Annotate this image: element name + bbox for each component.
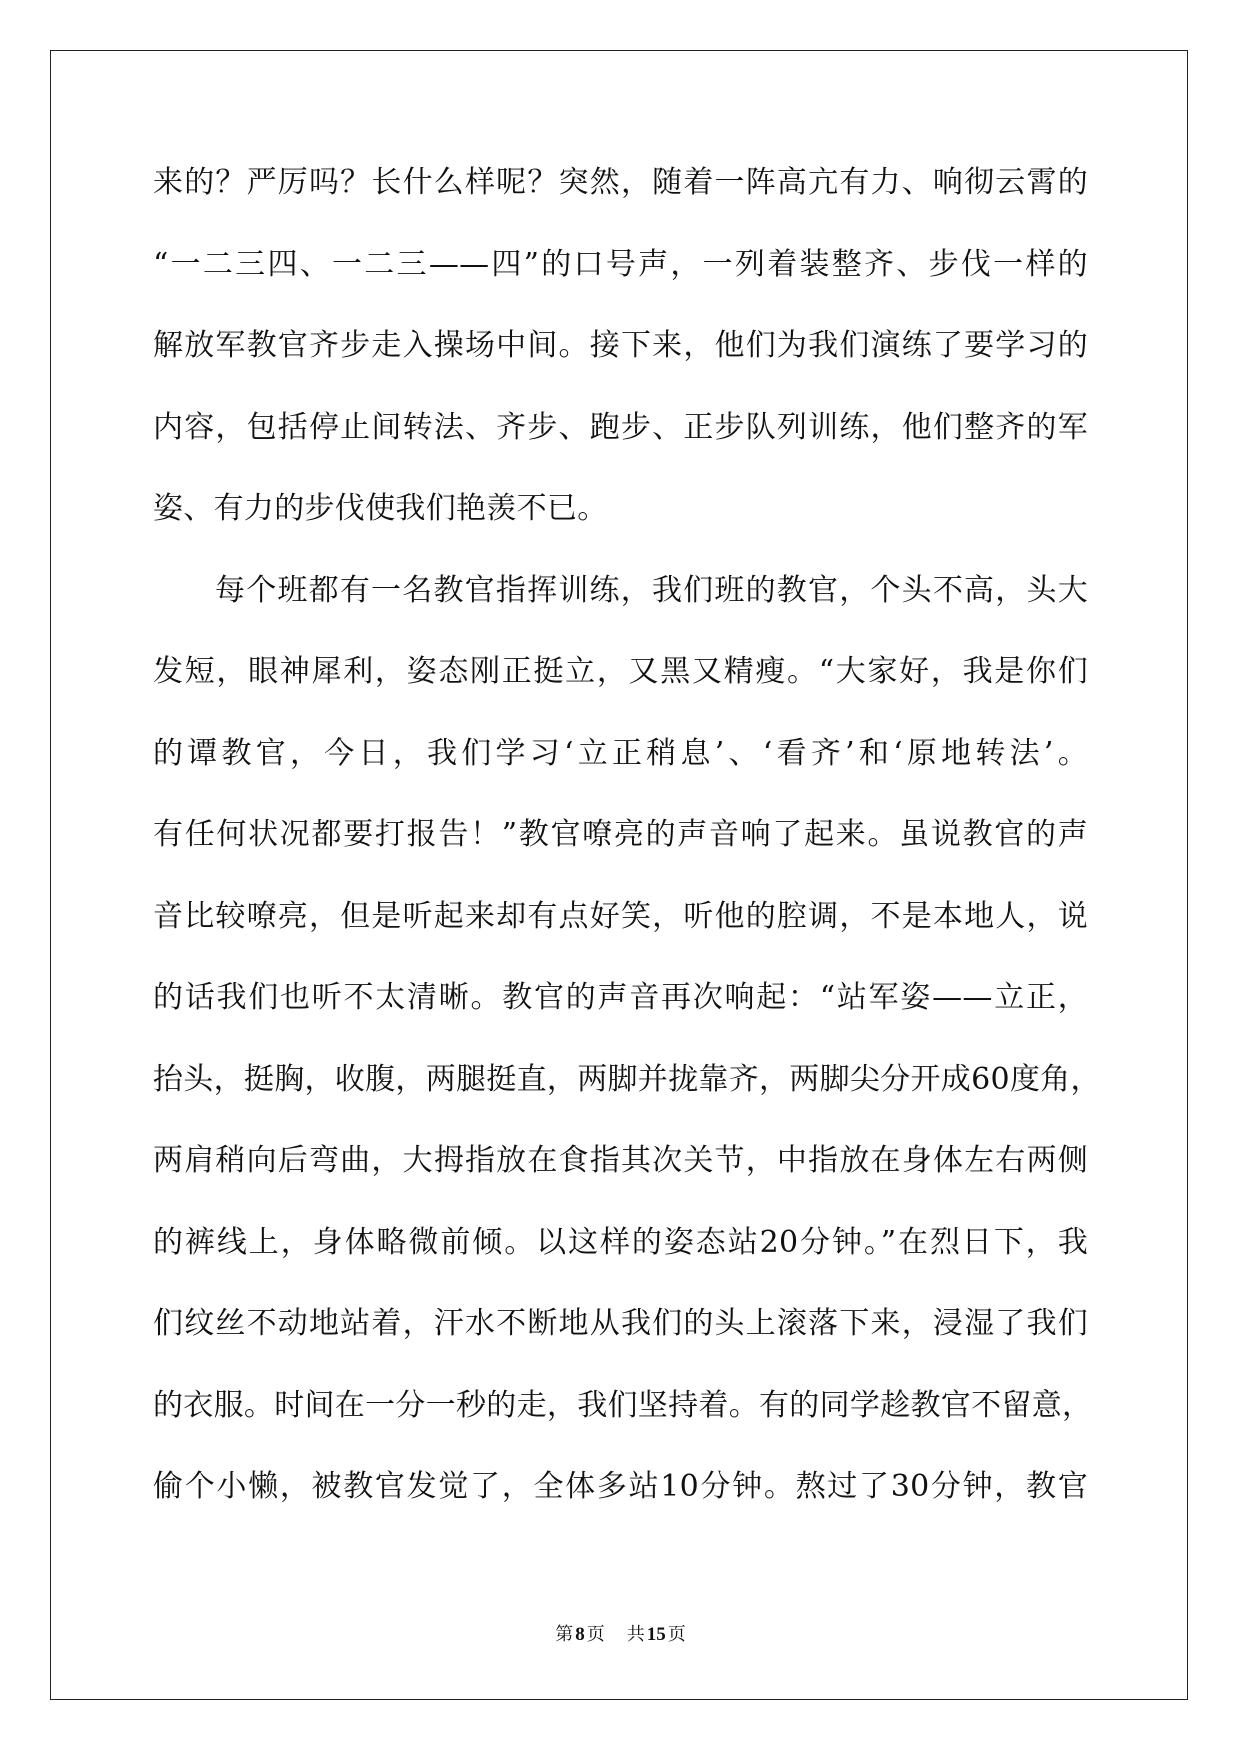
- page-suffix: 页: [586, 1624, 605, 1645]
- text-line: 偷个小懒，被教官发觉了，全体多站10分钟。熬过了30分钟，教官: [153, 1469, 1088, 1504]
- text-line: 两肩稍向后弯曲，大拇指放在食指其次关节，中指放在身体左右两侧: [153, 1143, 1088, 1178]
- text-line: 的话我们也听不太清晰。教官的声音再次响起：“站军姿——立正，: [153, 980, 1088, 1015]
- text-line: 有任何状况都要打报告！”教官嘹亮的声音响了起来。虽说教官的声: [153, 817, 1088, 852]
- text-line: 抬头，挺胸，收腹，两腿挺直，两脚并拢靠齐，两脚尖分开成60度角，: [153, 1061, 1101, 1097]
- text-line: 音比较嘹亮，但是听起来却有点好笑，听他的腔调，不是本地人，说: [153, 898, 1088, 934]
- text-line: 们纹丝不动地站着，汗水不断地从我们的头上滚落下来，浸湿了我们: [153, 1306, 1088, 1341]
- text-line: 的衣服。时间在一分一秒的走，我们坚持着。有的同学趁教官不留意，: [153, 1387, 1093, 1423]
- page-number: 8: [575, 1624, 585, 1645]
- total-pages: 15: [646, 1624, 666, 1645]
- text-line: 的裤线上，身体略微前倾。以这样的姿态站20分钟。”在烈日下，我: [153, 1224, 1088, 1260]
- paragraph-first-line: 每个班都有一名教官指挥训练，我们班的教官，个头不高，头大: [215, 572, 1088, 608]
- text-line: “一二三四、一二三——四”的口号声，一列着装整齐、步伐一样的: [153, 246, 1088, 282]
- text-line: 姿、有力的步伐使我们艳羡不已。: [153, 491, 608, 526]
- text-line: 的谭教官，今日，我们学习‘立正稍息’、‘看齐’和‘原地转法’。: [153, 735, 1088, 771]
- text-line: 解放军教官齐步走入操场中间。接下来，他们为我们演练了要学习的: [153, 328, 1088, 363]
- total-suffix: 页: [667, 1624, 686, 1645]
- page-footer: [0, 1620, 1241, 1646]
- document-body: [153, 163, 1101, 1549]
- total-prefix: 共: [626, 1624, 645, 1645]
- text-line: 来的？严厉吗？长什么样呢？突然，随着一阵高亢有力、响彻云霄的: [153, 165, 1088, 200]
- text-line: 内容，包括停止间转法、齐步、跑步、正步队列训练，他们整齐的军: [153, 409, 1088, 445]
- page-prefix: 第: [555, 1624, 574, 1645]
- text-line: 发短，眼神犀利，姿态刚正挺立，又黑又精瘦。“大家好，我是你们: [153, 654, 1088, 689]
